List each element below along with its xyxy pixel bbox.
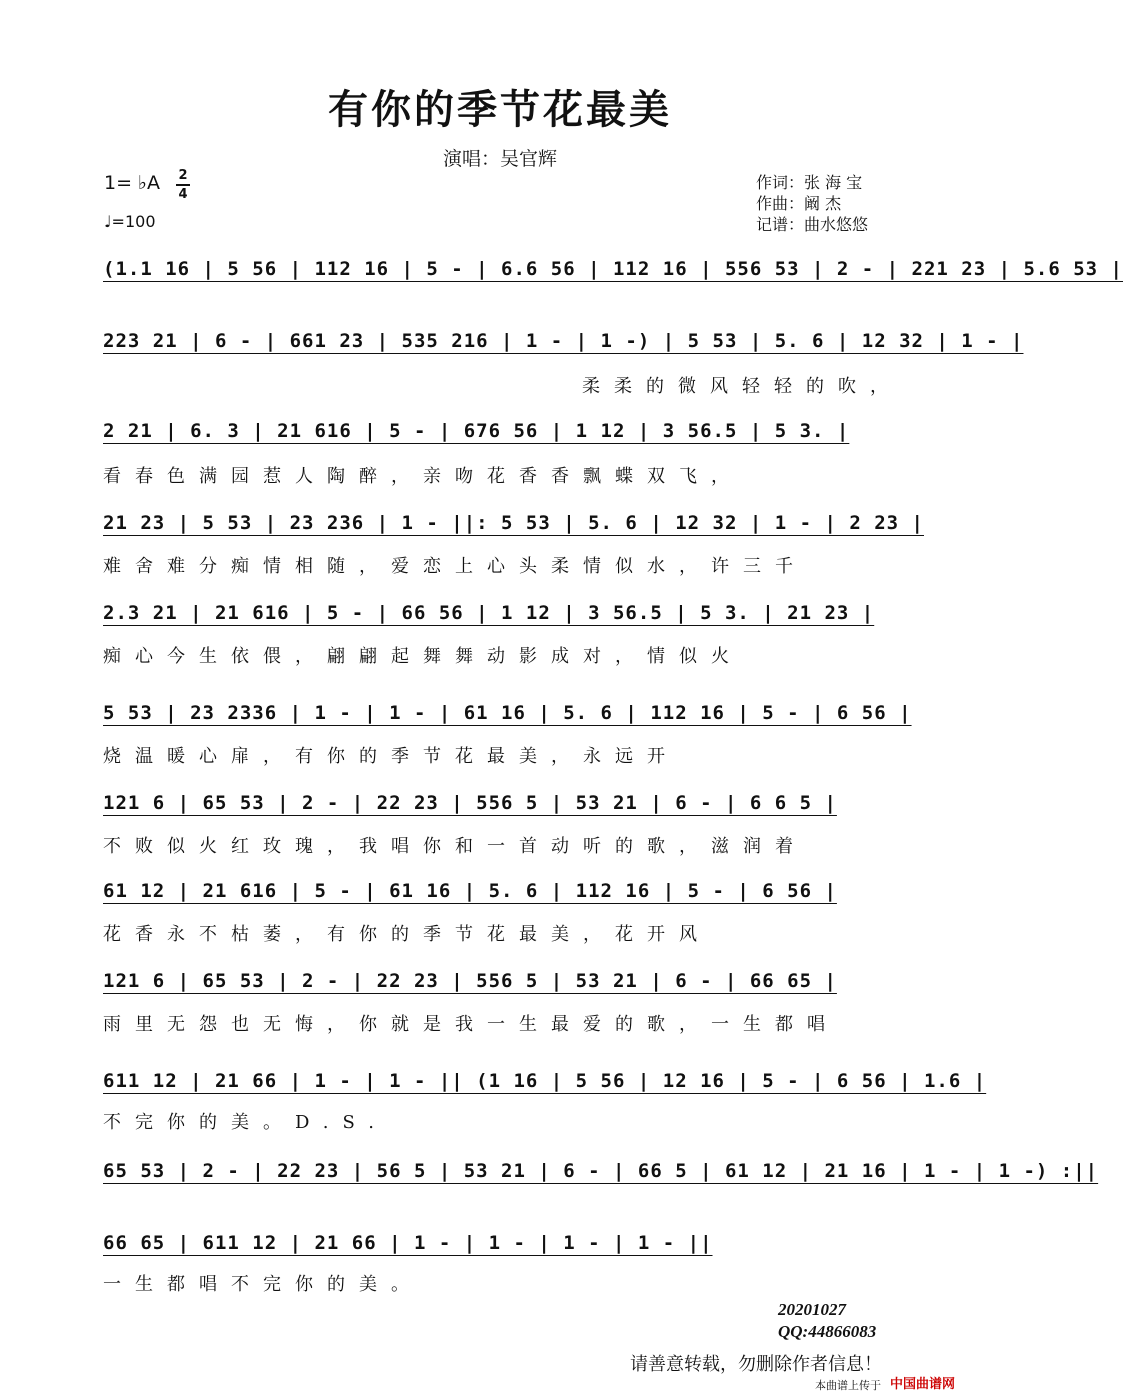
- credits: [756, 172, 868, 235]
- key-signature: 1= ♭A: [104, 172, 161, 194]
- notation-line: 61 12 | 21 616 | 5 - | 61 16 | 5. 6 | 112 16 | 5 - | 6 56 |: [103, 880, 837, 902]
- time-signature-top: 2: [178, 168, 188, 183]
- lyric-line: 雨里无怨也无悔，你就是我一生最爱的歌，一生都唱: [103, 1014, 839, 1035]
- lyric-line: 一生都唱不完你的美。: [103, 1274, 423, 1295]
- footer-note: 请善意转载，勿删除作者信息！: [630, 1354, 882, 1375]
- notation-line: 2.3 21 | 21 616 | 5 - | 66 56 | 1 12 | 3 56.5 | 5 3. | 21 23 |: [103, 602, 875, 624]
- notation-line: 2 21 | 6. 3 | 21 616 | 5 - | 676 56 | 1 12 | 3 56.5 | 5 3. |: [103, 420, 850, 442]
- footer-qq: QQ:44866083: [778, 1322, 877, 1341]
- lyricist-credit: 作词：张 海 宝: [756, 173, 863, 192]
- transcriber-credit: 记谱：曲水悠悠: [756, 215, 869, 234]
- lyric-line: 柔柔的微风轻轻的吹，: [582, 376, 902, 397]
- lyric-line: 烧温暖心扉，有你的季节花最美，永远开: [103, 746, 679, 767]
- singer-credit: 演唱：吴官辉: [442, 148, 557, 170]
- notation-line: 66 65 | 611 12 | 21 66 | 1 - | 1 - | 1 - | 1 - ||: [103, 1232, 713, 1254]
- composer-credit: 作曲：阚 杰: [756, 194, 842, 213]
- lyric-line: 难舍难分痴情相随，爱恋上心头柔情似水，许三千: [103, 556, 807, 577]
- time-signature-bottom: 4: [178, 187, 188, 202]
- lyric-line: 不完你的美。D.S.: [103, 1112, 388, 1133]
- lyric-line: 看春色满园惹人陶醉，亲吻花香香飘蝶双飞，: [103, 466, 743, 487]
- notation-line: 223 21 | 6 - | 661 23 | 535 216 | 1 - | 1 -) | 5 53 | 5. 6 | 12 32 | 1 - |: [103, 330, 1024, 352]
- notation-line: (1.1 16 | 5 56 | 112 16 | 5 - | 6.6 56 | 112 16 | 556 53 | 2 - | 221 23 | 5.6 53 |: [103, 258, 1123, 280]
- notation-line: 121 6 | 65 53 | 2 - | 22 23 | 556 5 | 53 21 | 6 - | 66 65 |: [103, 970, 837, 992]
- notation-line: 21 23 | 5 53 | 23 236 | 1 - ||: 5 53 | 5. 6 | 12 32 | 1 - | 2 23 |: [103, 512, 924, 534]
- lyric-line: 不败似火红玫瑰，我唱你和一首动听的歌，滋润着: [103, 836, 807, 857]
- notation-line: 65 53 | 2 - | 22 23 | 56 5 | 53 21 | 6 - | 66 5 | 61 12 | 21 16 | 1 - | 1 -) :||: [103, 1160, 1099, 1182]
- notation-line: 5 53 | 23 2336 | 1 - | 1 - | 61 16 | 5. 6 | 112 16 | 5 - | 6 56 |: [103, 702, 912, 724]
- site-logo[interactable]: 中国曲谱网: [890, 1377, 956, 1392]
- footer-upload-label: 本曲谱上传于: [815, 1379, 881, 1392]
- time-signature: [176, 168, 190, 202]
- lyric-line: 痴心今生依偎，翩翩起舞舞动影成对，情似火: [103, 646, 743, 667]
- notation-line: 611 12 | 21 66 | 1 - | 1 - || (1 16 | 5 56 | 12 16 | 5 - | 6 56 | 1.6 |: [103, 1070, 987, 1092]
- tempo-marking: ♩=100: [104, 212, 156, 231]
- footer-date: 20201027: [778, 1300, 846, 1319]
- score-title: 有你的季节花最美: [328, 86, 672, 133]
- lyric-line: 花香永不枯萎，有你的季节花最美，花开风: [103, 924, 711, 945]
- notation-line: 121 6 | 65 53 | 2 - | 22 23 | 556 5 | 53 21 | 6 - | 6 6 5 |: [103, 792, 837, 814]
